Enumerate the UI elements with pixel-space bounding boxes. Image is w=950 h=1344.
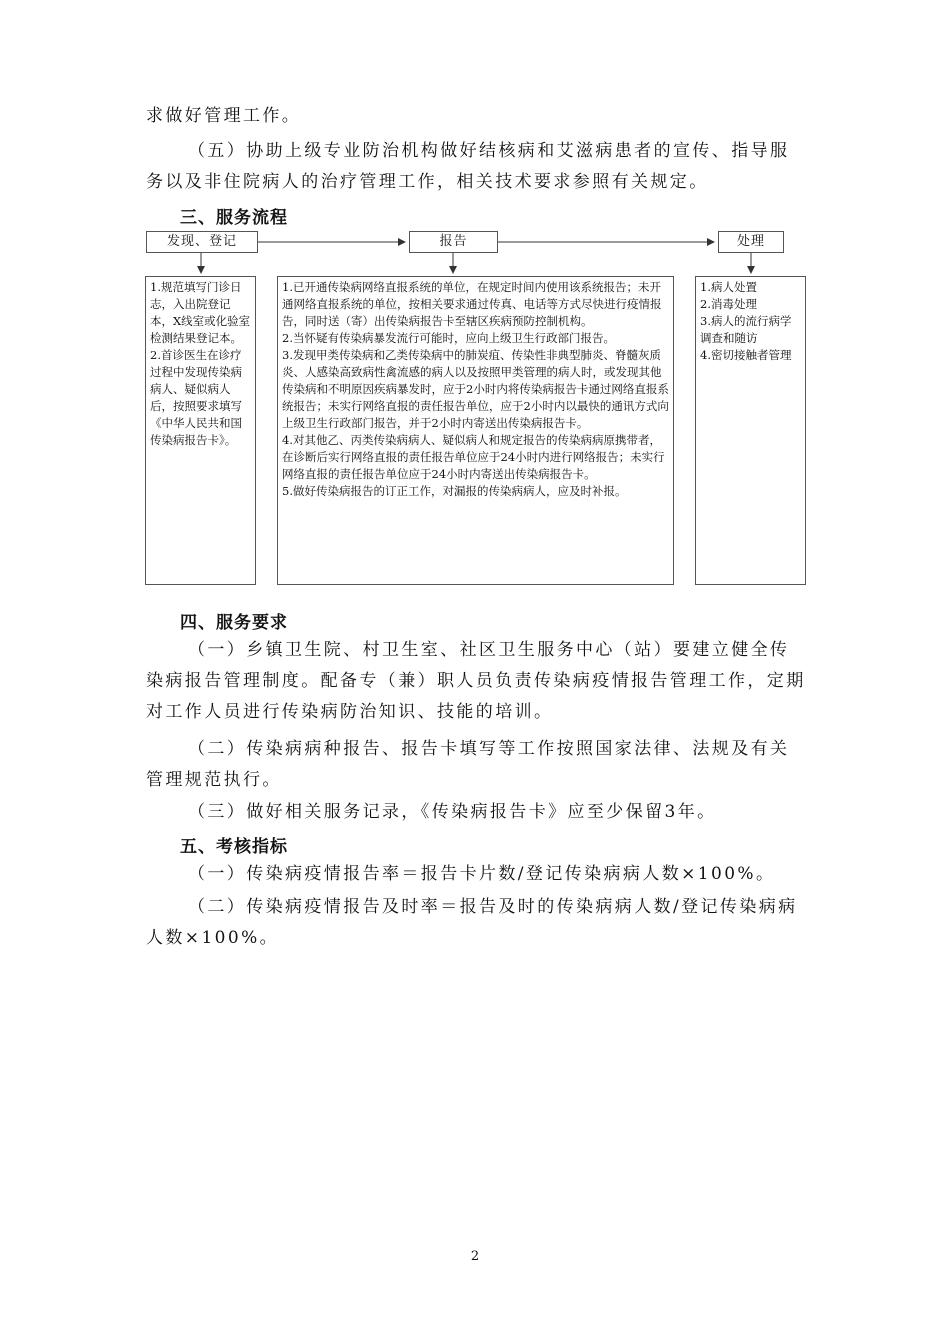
paragraph-continuation: 求做好管理工作。 [146, 106, 302, 126]
flow-col2-item: 3.发现甲类传染病和乙类传染病中的肺炭疽、传染性非典型肺炎、脊髓灰质炎、人感染高致病性禽流感的病人以及按照甲类管理的病人时，或发现其他传染病和不明原因疾病暴发时，应于2小时内将传染病报告卡通过网络直报系统报告；未实行网络直报的责任报告单位，应于2小时内以最快的通讯方式向上级卫生行政部门报告，并于2小时内寄送出传染病报告卡。 [282, 348, 669, 430]
flow-col2-item: 5.做好传染病报告的订正工作，对漏报的传染病病人，应及时补报。 [282, 484, 627, 498]
flow-label-discover-register: 发现、登记 [146, 231, 258, 253]
flow-col1-item: 1.规范填写门诊日志，入出院登记本，X线室或化验室检测结果登记本。 [150, 280, 251, 345]
indicator-1: （一）传染病疫情报告率＝报告卡片数/登记传染病病人数×100%。 [188, 864, 776, 884]
flow-col3-item: 3.病人的流行病学调查和随访 [700, 314, 792, 345]
flow-box-handle [695, 276, 806, 585]
flow-col2-item: 1.已开通传染病网络直报系统的单位，在规定时间内使用该系统报告；未开通网络直报系统的单位，按相关要求通过传真、电话等方式尽快进行疫情报告，同时送（寄）出传染病报告卡至辖区疾病预防控制机构。 [282, 280, 662, 328]
heading-service-requirements: 四、服务要求 [180, 613, 288, 633]
heading-assessment-indicators: 五、考核指标 [180, 837, 288, 857]
requirement-2: （二）传染病病种报告、报告卡填写等工作按照国家法律、法规及有关管理规范执行。 [146, 739, 790, 790]
paragraph-item-5: （五）协助上级专业防治机构做好结核病和艾滋病患者的宣传、指导服务以及非住院病人的治疗管理工作，相关技术要求参照有关规定。 [146, 141, 790, 192]
flow-col2-item: 4.对其他乙、丙类传染病病人、疑似病人和规定报告的传染病病原携带者，在诊断后实行网络直报的责任报告单位应于24小时内进行网络报告；未实行网络直报的责任报告单位应于24小时内寄送出传染病报告卡。 [282, 433, 665, 481]
flow-col3-item: 4.密切接触者管理 [700, 348, 792, 362]
heading-service-flow: 三、服务流程 [180, 208, 288, 228]
flow-col1-item: 2.首诊医生在诊疗过程中发现传染病病人、疑似病人后，按照要求填写《中华人民共和国传染病报告卡》。 [150, 348, 242, 447]
flow-col2-item: 2.当怀疑有传染病暴发流行可能时，应向上级卫生行政部门报告。 [282, 331, 615, 345]
flow-col3-item: 2.消毒处理 [700, 297, 757, 311]
flow-label-report: 报告 [409, 231, 498, 253]
requirement-1: （一）乡镇卫生院、村卫生室、社区卫生服务中心（站）要建立健全传染病报告管理制度。配备专（兼）职人员负责传染病疫情报告管理工作，定期对工作人员进行传染病防治知识、技能的培训。 [146, 640, 806, 722]
indicator-2: （二）传染病疫情报告及时率＝报告及时的传染病病人数/登记传染病病人数×100%。 [146, 897, 798, 948]
flow-col3-item: 1.病人处置 [700, 280, 757, 294]
flow-box-discover-register [145, 276, 256, 585]
requirement-3: （三）做好相关服务记录，《传染病报告卡》应至少保留3年。 [188, 802, 717, 822]
page-number: 2 [470, 1249, 480, 1264]
flow-box-report [277, 276, 674, 585]
flow-label-handle: 处理 [718, 231, 784, 253]
